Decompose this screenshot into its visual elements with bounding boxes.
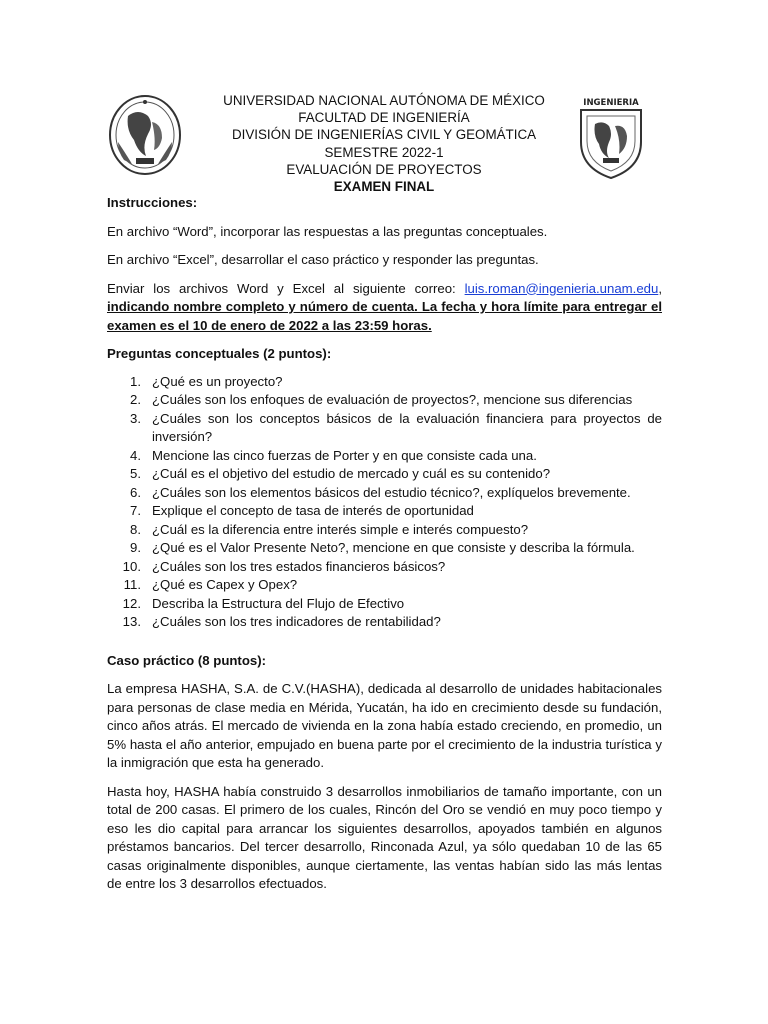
question-number: 5. (130, 466, 141, 481)
question-number: 10. (122, 558, 141, 574)
instruction-send (107, 280, 662, 336)
question-number: 1. (130, 373, 141, 389)
header-division: DIVISIÓN DE INGENIERÍAS CIVIL Y GEOMÁTICA (231, 127, 537, 143)
question-item (107, 521, 662, 540)
question-item (107, 539, 662, 558)
question-text: ¿Qué es el Valor Presente Neto?, mencione en que consiste y describa la fórmula. (152, 540, 635, 555)
question-text: ¿Qué es Capex y Opex? (152, 577, 298, 592)
conceptual-question-list (107, 373, 662, 632)
question-text: ¿Cuál es la diferencia entre interés simple e interés compuesto? (152, 521, 529, 537)
question-item (107, 576, 662, 595)
question-number: 9. (130, 540, 141, 555)
question-text: Describa la Estructura del Flujo de Efectivo (152, 595, 405, 611)
email-link[interactable]: luis.roman@ingenieria.unam.edu (464, 280, 659, 296)
document-body (107, 194, 662, 894)
header-exam-title: EXAMEN FINAL (333, 179, 435, 195)
conceptual-heading: Preguntas conceptuales (2 puntos): (107, 346, 332, 361)
question-text: ¿Qué es un proyecto? (152, 373, 283, 389)
case-paragraph-2: Hasta hoy, HASHA había construido 3 desarrollos inmobiliarios de tamaño importante, con un total de 200 casas. El primero de los cuales, Rincón del Oro se vendió en muy poco tiempo y eso les dio capital para arrancar los siguientes desarrollos, apoyados también en algunos préstamos bancarios. Del tercer desarrollo, Rinconada Azul, ya sólo quedaban 10 de las 65 casas originalmente disponibles, aunque ciertamente, las ventas habían sido las más lentas de entre los 3 desarrollos efectuados. (107, 783, 662, 891)
question-text: ¿Cuáles son los elementos básicos del estudio técnico?, explíquelos brevemente. (152, 484, 631, 500)
instruction-word: En archivo “Word”, incorporar las respuestas a las preguntas conceptuales. (107, 223, 548, 239)
header-university: UNIVERSIDAD NACIONAL AUTÓNOMA DE MÉXICO (223, 93, 545, 108)
question-item (107, 558, 662, 577)
question-text: ¿Cuáles son los tres indicadores de rentabilidad? (152, 614, 441, 629)
question-number: 4. (130, 447, 141, 463)
question-number: 12. (122, 595, 141, 611)
question-text: ¿Cuáles son los conceptos básicos de la evaluación financiera para proyectos de inversión? (152, 410, 662, 444)
question-number: 3. (130, 410, 141, 426)
header-course: EVALUACIÓN DE PROYECTOS (286, 161, 482, 177)
question-item (107, 410, 662, 447)
case-heading: Caso práctico (8 puntos): (107, 652, 266, 668)
case-paragraph-1: La empresa HASHA, S.A. de C.V.(HASHA), dedicada al desarrollo de unidades habitacionales para personas de clase media en Mérida, Yucatán, ha ido en crecimiento desde su fundación, cinco años atrás. El mercado de vivienda en la zona había estado creciendo, en promedio, un 5% hasta el año anterior, empujado en buena parte por el crecimiento de la industria turística y la inmigración que esta ha generado. (107, 681, 662, 770)
question-item (107, 502, 662, 521)
question-text: ¿Cuál es el objetivo del estudio de mercado y cuál es su contenido? (152, 466, 551, 481)
question-item (107, 484, 662, 503)
send-suffix: , (658, 280, 662, 296)
question-item (107, 595, 662, 614)
question-number: 8. (130, 521, 141, 537)
instructions-heading: Instrucciones: (107, 195, 198, 210)
header-faculty: FACULTAD DE INGENIERÍA (298, 110, 470, 126)
question-item (107, 391, 662, 410)
question-text: Explique el concepto de tasa de interés de oportunidad (152, 503, 474, 518)
question-item (107, 373, 662, 392)
question-number: 7. (130, 503, 141, 518)
question-item (107, 613, 662, 632)
question-number: 13. (122, 614, 141, 629)
question-text: ¿Cuáles son los enfoques de evaluación de proyectos?, mencione sus diferencias (152, 392, 633, 407)
question-item (107, 465, 662, 484)
question-text: ¿Cuáles son los tres estados financieros básicos? (152, 558, 446, 574)
header-semester: SEMESTRE 2022-1 (324, 144, 444, 160)
seal-lettering: INGENIERIA (583, 98, 639, 108)
question-number: 2. (130, 392, 141, 407)
question-text: Mencione las cinco fuerzas de Porter y en que consiste cada una. (152, 447, 537, 463)
send-text: Enviar los archivos Word y Excel al siguiente correo: (107, 280, 465, 296)
question-number: 6. (130, 484, 141, 500)
document-header (170, 92, 598, 195)
question-number: 11. (123, 577, 141, 592)
deadline-text: indicando nombre completo y número de cuenta. La fecha y hora límite para entregar el examen es el 10 de enero de 2022 a las 23:59 horas. (107, 299, 662, 333)
instruction-excel: En archivo “Excel”, desarrollar el caso práctico y responder las preguntas. (107, 252, 539, 267)
question-item (107, 447, 662, 466)
